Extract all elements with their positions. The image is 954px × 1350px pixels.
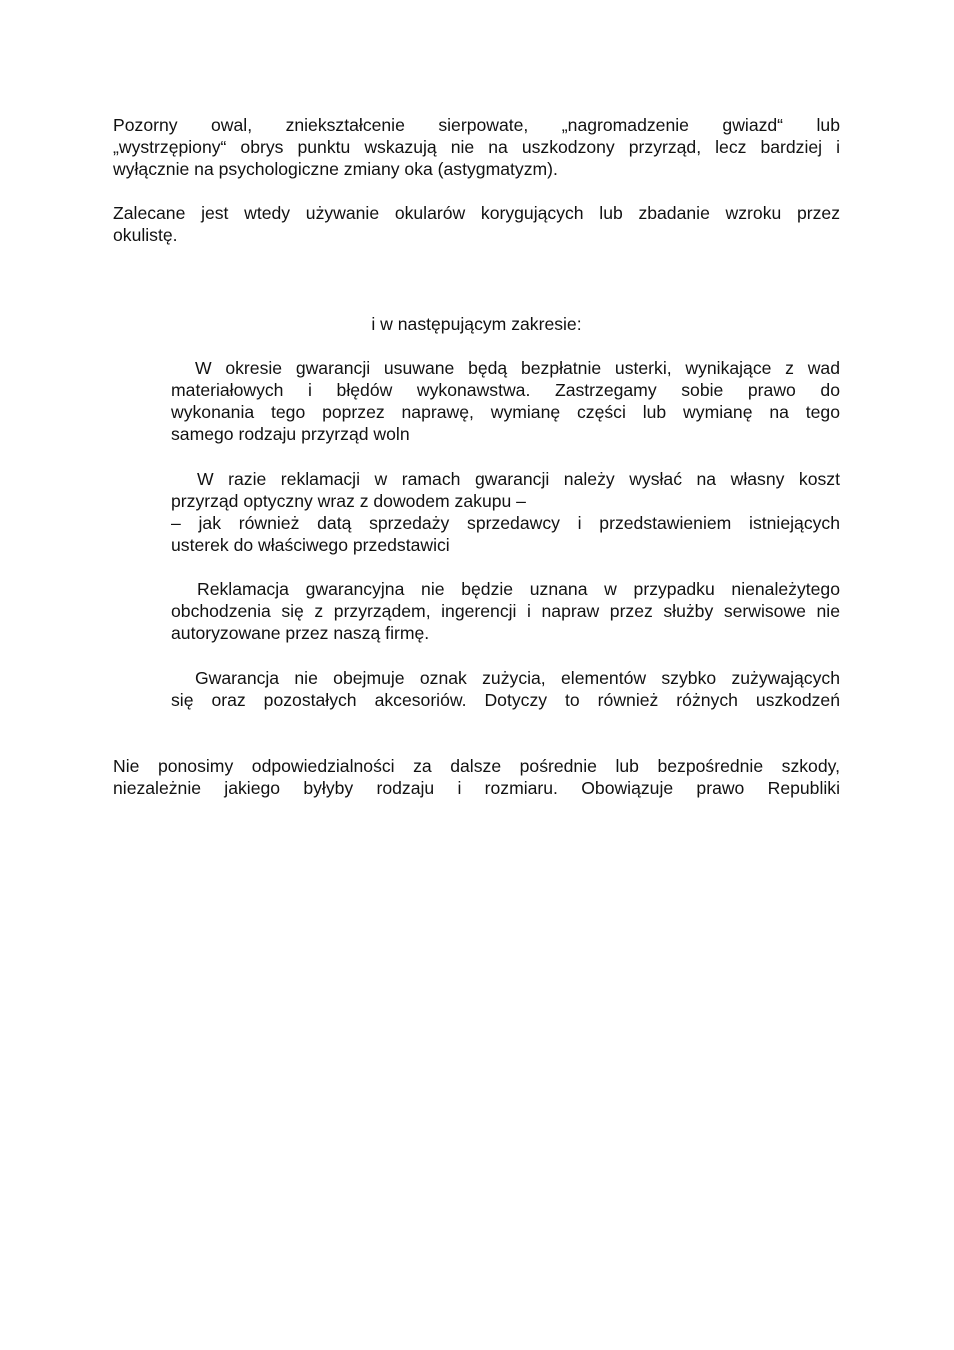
intro-p2-line-1: Zalecane jest wtedy używanie okularów korygujących lub zbadanie wzroku przez xyxy=(113,203,840,223)
closing-p1-line-1: Nie ponosimy odpowiedzialności za dalsze pośrednie lub bezpośrednie szkody, xyxy=(113,756,840,776)
warranty-p2-line-2: przyrząd optyczny wraz z dowodem zakupu – xyxy=(171,491,526,511)
warranty-p3-line-3: autoryzowane przez naszą firmę. xyxy=(171,623,430,643)
warranty-p1-line-1: W okresie gwarancji usuwane będą bezpłatnie usterki, wynikające z wad xyxy=(195,358,840,378)
intro-p1-line-3: wyłącznie na psychologiczne zmiany oka (astygmatyzm). xyxy=(113,159,558,179)
warranty-p1-line-2: materiałowych i błędów wykonawstwa. Zastrzegamy sobie prawo do xyxy=(171,380,840,400)
intro-p1-line-2: „wystrzępiony“ obrys punktu wskazują nie na uszkodzony przyrząd, lecz bardziej i xyxy=(113,137,840,157)
intro-p1-line-1: Pozorny owal, zniekształcenie sierpowate, „nagromadzenie gwiazd“ lub xyxy=(113,115,840,135)
intro-p2-line-2: okulistę. xyxy=(113,225,178,245)
warranty-p1-line-3: wykonania tego poprzez naprawę, wymianę części lub wymianę na tego xyxy=(171,402,840,422)
warranty-p4-line-1: Gwarancja nie obejmuje oznak zużycia, elementów szybko zużywających xyxy=(195,668,840,688)
warranty-p4-line-2: się oraz pozostałych akcesoriów. Dotyczy to również różnych uszkodzeń xyxy=(171,690,840,710)
warranty-p2-line-3: – jak również datą sprzedaży sprzedawcy i przedstawieniem istniejących xyxy=(171,513,840,533)
warranty-p1-line-4: samego rodzaju przyrząd woln xyxy=(171,424,410,444)
warranty-p3-line-2: obchodzenia się z przyrządem, ingerencji i napraw przez służby serwisowe nie xyxy=(171,601,840,621)
warranty-p2-line-4: usterek do właściwego przedstawici xyxy=(171,535,450,555)
section-heading: i w następującym zakresie: xyxy=(371,314,582,334)
closing-p1-line-2: niezależnie jakiego byłyby rodzaju i rozmiaru. Obowiązuje prawo Republiki xyxy=(113,778,840,798)
warranty-p3-line-1: Reklamacja gwarancyjna nie będzie uznana w przypadku nienależytego xyxy=(197,579,840,599)
warranty-p2-line-1: W razie reklamacji w ramach gwarancji należy wysłać na własny koszt xyxy=(197,469,840,489)
